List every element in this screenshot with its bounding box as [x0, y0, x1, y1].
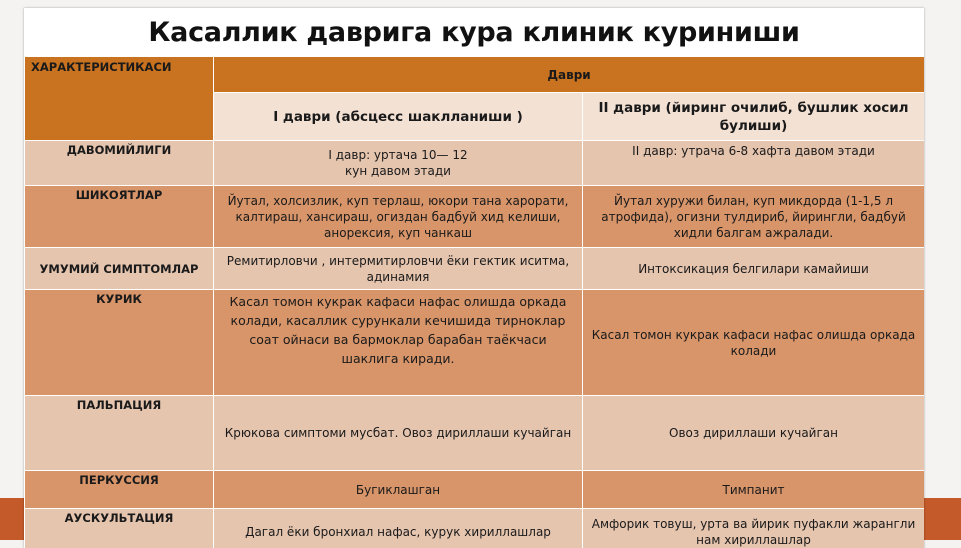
row-label: АУСКУЛЬТАЦИЯ [25, 509, 214, 548]
table-row [25, 248, 925, 290]
header-period-1: I даври (абсцесс шаклланиши ) [214, 93, 583, 141]
header-period: Даври [214, 57, 925, 93]
row-label: КУРИК [25, 290, 214, 396]
cell-period-1: Касал томон кукрак кафаси нафас олишда оркада колади, касаллик сурункали кечишида тирноклар соат ойнаси ва бармоклар барабан таёкчаси шаклига киради. [214, 290, 583, 396]
table-row [25, 141, 925, 186]
cell-period-1: I давр: уртача 10— 12 кун давом этади [214, 141, 583, 186]
row-label: ПЕРКУССИЯ [25, 471, 214, 509]
cell-period-1: Крюкова симптоми мусбат. Овоз дириллаши кучайган [214, 396, 583, 471]
header-period-2: II даври (йиринг очилиб, бушлик хосил булиши) [583, 93, 925, 141]
cell-period-1: Бугиклашган [214, 471, 583, 509]
cell-period-2: Амфорик товуш, урта ва йирик пуфакли жарангли нам хириллашлар [583, 509, 925, 548]
cell-period-2: II давр: утрача 6-8 хафта давом этади [583, 141, 925, 186]
clinical-table [24, 56, 924, 548]
table-row [25, 396, 925, 471]
cell-period-2: Интоксикация белгилари камайиши [583, 248, 925, 290]
cell-period-2: Касал томон кукрак кафаси нафас олишда оркада колади [583, 290, 925, 396]
cell-period-1: Дагал ёки бронхиал нафас, курук хириллашлар [214, 509, 583, 548]
header-characteristic: ХАРАКТЕРИСТИКАСИ [25, 57, 214, 141]
cell-period-1: Ремитирловчи , интермитирловчи ёки гектик иситма, адинамия [214, 248, 583, 290]
row-label: ПАЛЬПАЦИЯ [25, 396, 214, 471]
row-label: ШИКОЯТЛАР [25, 186, 214, 248]
slide [24, 8, 924, 548]
table-row [25, 186, 925, 248]
row-label: УМУМИЙ СИМПТОМЛАР [25, 248, 214, 290]
cell-period-2: Йутал хуружи билан, куп микдорда (1-1,5 л атрофида), огизни тулдириб, йирингли, бадбуй хидли балгам ажралади. [583, 186, 925, 248]
cell-period-2: Овоз дириллаши кучайган [583, 396, 925, 471]
cell-period-2: Тимпанит [583, 471, 925, 509]
table-row [25, 290, 925, 396]
table-row [25, 509, 925, 548]
row-label: ДАВОМИЙЛИГИ [25, 141, 214, 186]
cell-period-1: Йутал, холсизлик, куп терлаш, юкори тана харорати, калтираш, хансираш, огиздан бадбуй хид келиши, анорексия, куп чанкаш [214, 186, 583, 248]
slide-title: Касаллик даврига кура клиник куриниши [24, 8, 924, 56]
table-row [25, 471, 925, 509]
